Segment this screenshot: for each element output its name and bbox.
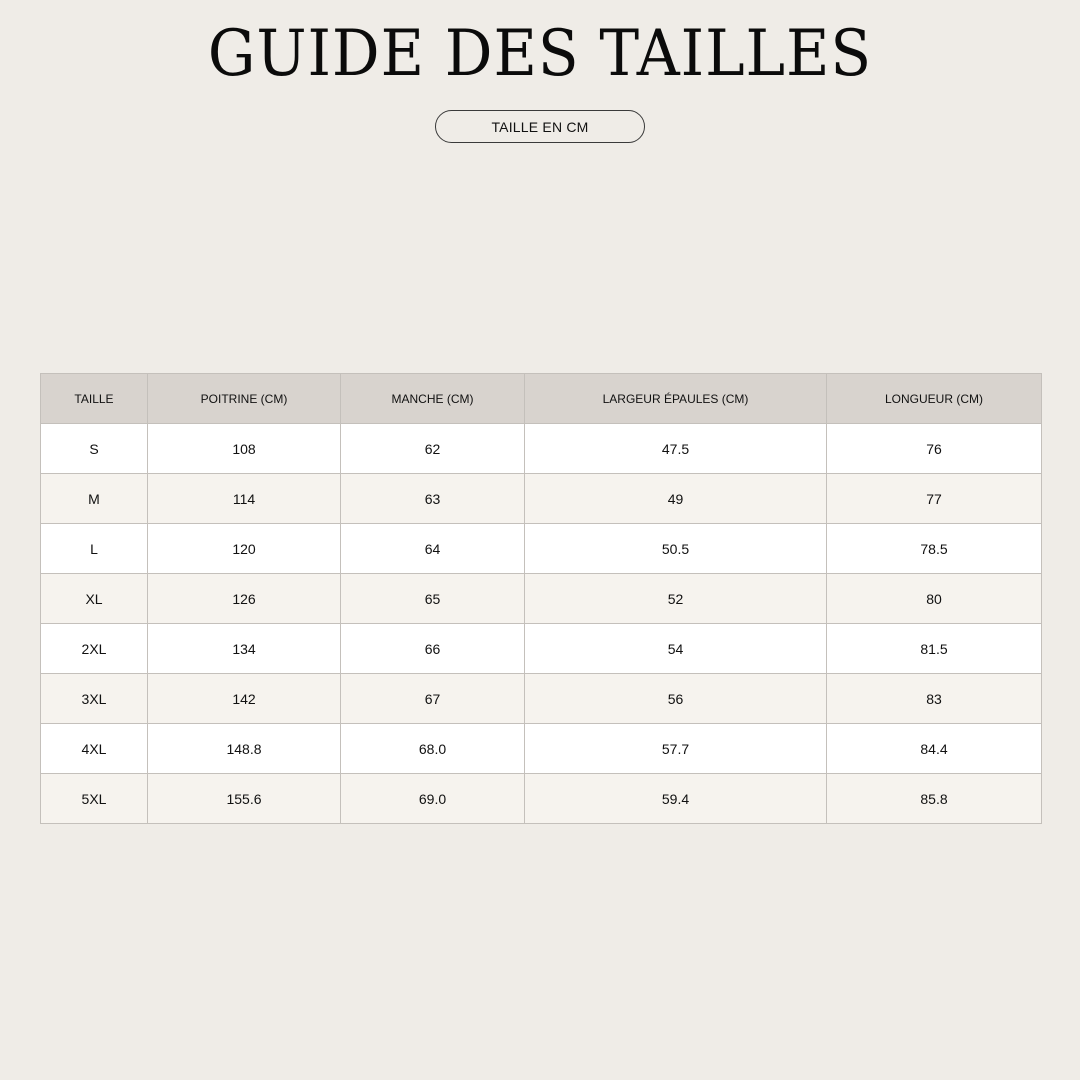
cell-chest: 134 bbox=[148, 624, 341, 674]
page-title: GUIDE DES TAILLES bbox=[207, 17, 873, 91]
cell-sleeve: 66 bbox=[341, 624, 525, 674]
size-table bbox=[40, 373, 1042, 824]
table-row bbox=[41, 574, 1042, 624]
cell-chest: 108 bbox=[148, 424, 341, 474]
cell-chest: 148.8 bbox=[148, 724, 341, 774]
table-row bbox=[41, 624, 1042, 674]
cell-length: 76 bbox=[827, 424, 1042, 474]
cell-size: 2XL bbox=[41, 624, 148, 674]
cell-chest: 120 bbox=[148, 524, 341, 574]
cell-size: 4XL bbox=[41, 724, 148, 774]
table-row bbox=[41, 474, 1042, 524]
cell-shoulder-width: 59.4 bbox=[525, 774, 827, 824]
header-chest: POITRINE (CM) bbox=[148, 374, 341, 424]
cell-sleeve: 63 bbox=[341, 474, 525, 524]
cell-shoulder-width: 49 bbox=[525, 474, 827, 524]
cell-shoulder-width: 57.7 bbox=[525, 724, 827, 774]
table-row bbox=[41, 724, 1042, 774]
cell-size: L bbox=[41, 524, 148, 574]
cell-sleeve: 65 bbox=[341, 574, 525, 624]
cell-sleeve: 64 bbox=[341, 524, 525, 574]
cell-sleeve: 69.0 bbox=[341, 774, 525, 824]
table-row bbox=[41, 424, 1042, 474]
cell-length: 77 bbox=[827, 474, 1042, 524]
cell-shoulder-width: 50.5 bbox=[525, 524, 827, 574]
cell-length: 78.5 bbox=[827, 524, 1042, 574]
cell-shoulder-width: 52 bbox=[525, 574, 827, 624]
cell-sleeve: 67 bbox=[341, 674, 525, 724]
table-row bbox=[41, 524, 1042, 574]
header-size: TAILLE bbox=[41, 374, 148, 424]
cell-chest: 126 bbox=[148, 574, 341, 624]
cell-chest: 142 bbox=[148, 674, 341, 724]
cell-chest: 114 bbox=[148, 474, 341, 524]
cell-shoulder-width: 47.5 bbox=[525, 424, 827, 474]
cell-size: XL bbox=[41, 574, 148, 624]
cell-size: M bbox=[41, 474, 148, 524]
cell-sleeve: 62 bbox=[341, 424, 525, 474]
cell-size: 3XL bbox=[41, 674, 148, 724]
header-length: LONGUEUR (CM) bbox=[827, 374, 1042, 424]
table-row bbox=[41, 674, 1042, 724]
cell-shoulder-width: 54 bbox=[525, 624, 827, 674]
cell-size: 5XL bbox=[41, 774, 148, 824]
table-row bbox=[41, 774, 1042, 824]
cell-length: 80 bbox=[827, 574, 1042, 624]
header-shoulder-width: LARGEUR ÉPAULES (CM) bbox=[525, 374, 827, 424]
cell-length: 84.4 bbox=[827, 724, 1042, 774]
cell-shoulder-width: 56 bbox=[525, 674, 827, 724]
cell-sleeve: 68.0 bbox=[341, 724, 525, 774]
header-sleeve: MANCHE (CM) bbox=[341, 374, 525, 424]
cell-length: 83 bbox=[827, 674, 1042, 724]
cell-length: 81.5 bbox=[827, 624, 1042, 674]
unit-badge bbox=[435, 110, 645, 143]
cell-length: 85.8 bbox=[827, 774, 1042, 824]
table-header-row bbox=[41, 374, 1042, 424]
unit-badge-label: TAILLE EN CM bbox=[491, 118, 589, 135]
cell-chest: 155.6 bbox=[148, 774, 341, 824]
cell-size: S bbox=[41, 424, 148, 474]
